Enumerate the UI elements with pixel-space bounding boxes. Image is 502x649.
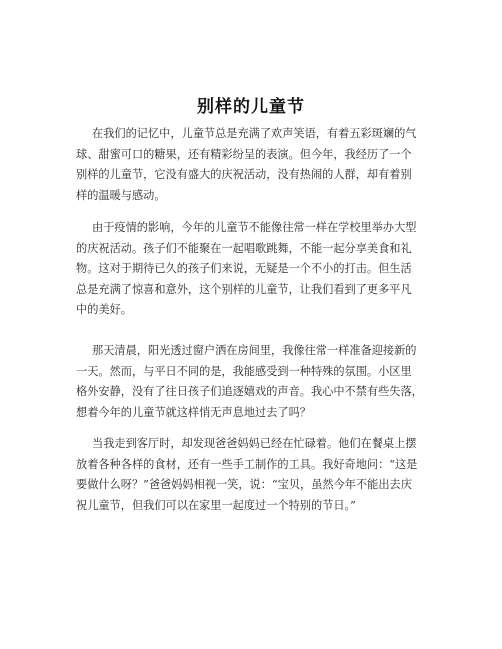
- paragraph-line: 的庆祝活动。孩子们不能聚在一起唱歌跳舞，不能一起分享美食和礼: [76, 241, 412, 255]
- paragraph-line: 格外安静，没有了往日孩子们追逐嬉戏的声音。我心中不禁有些失落，: [76, 385, 423, 398]
- paragraph-line: 别样的儿童节，它没有盛大的庆祝活动，没有热闹的人群，却有着别: [76, 168, 412, 181]
- paragraph-line: 在我们的记忆中，儿童节总是充满了欢声笑语，有着五彩斑斓的气: [92, 127, 417, 140]
- paragraph-line: 物。这对于期待已久的孩子们来说，无疑是一个不小的打击。但生活: [76, 262, 412, 275]
- paragraph-line: 当我走到客厅时，却发现爸爸妈妈已经在忙碌着。他们在餐桌上摆: [92, 437, 417, 450]
- paragraph-line: 由于疫情的影响，今年的儿童节不能像往常一样在学校里举办大型: [92, 221, 417, 234]
- paragraph-4: [76, 434, 446, 516]
- paragraph-line: 要做什么呀？”爸爸妈妈相视一笑，说：“宝贝，虽然今年不能出去庆: [76, 478, 412, 491]
- paragraph-3: [76, 341, 446, 423]
- paragraph-1: [76, 124, 446, 206]
- paragraph-line: 样的温暖与感动。: [76, 188, 166, 202]
- document-title: 别样的儿童节: [197, 97, 305, 117]
- paragraph-line: 想着今年的儿童节就这样悄无声息地过去了吗？: [76, 405, 311, 419]
- paragraph-line: 祝儿童节，但我们可以在家里一起度过一个特别的节日。”: [76, 498, 356, 512]
- paragraph-line: 球、甜蜜可口的糖果，还有精彩纷呈的表演。但今年，我经历了一个: [76, 147, 412, 161]
- paragraph-line: 一天。然而，与平日不同的是，我能感受到一种特殊的氛围。小区里: [76, 364, 412, 378]
- paragraph-line: 放着各种各样的食材，还有一些手工制作的工具。我好奇地问：“这是: [76, 457, 418, 471]
- paragraph-line: 中的美好。: [76, 303, 132, 316]
- paragraph-line: 那天清晨，阳光透过窗户洒在房间里，我像往常一样准备迎接新的: [92, 344, 417, 357]
- paragraph-2: [76, 218, 446, 321]
- paragraph-line: 总是充满了惊喜和意外，这个别样的儿童节，让我们看到了更多平凡: [76, 282, 412, 296]
